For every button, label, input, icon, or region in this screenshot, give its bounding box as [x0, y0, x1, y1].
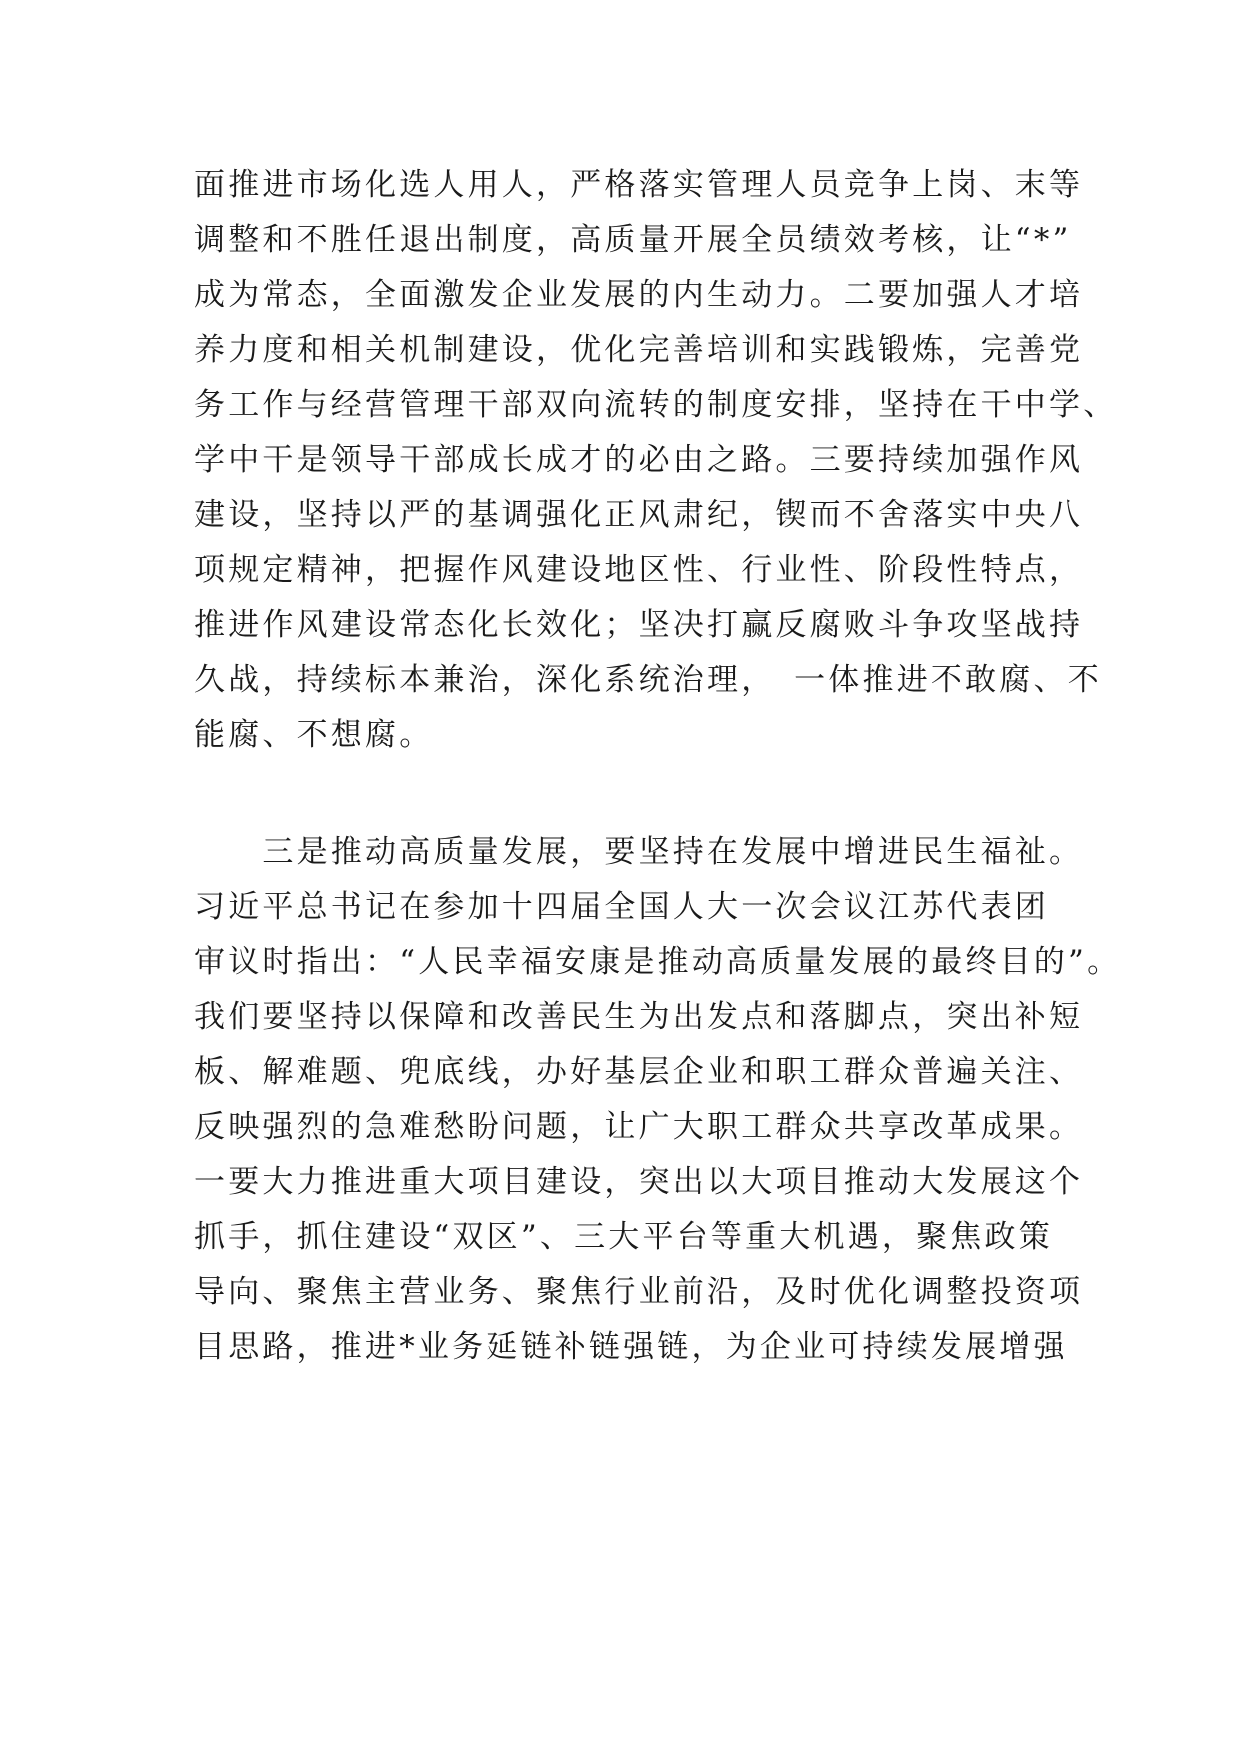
text-line: 能腐、不想腐。 — [194, 717, 434, 753]
text-line: 学中干是领导干部成长成才的必由之路。三要持续加强作风 — [194, 442, 1084, 478]
text-line: 调整和不胜任退出制度，高质量开展全员绩效考核，让“*” — [194, 222, 1072, 258]
text-line: 养力度和相关机制建设，优化完善培训和实践锻炼，完善党 — [194, 332, 1084, 368]
text-line: 一要大力推进重大项目建设，突出以大项目推动大发展这个 — [194, 1164, 1084, 1200]
paragraph-1 — [194, 158, 1118, 763]
text-line: 久战，持续标本兼治，深化系统治理， 一体推进不敢腐、不 — [194, 662, 1102, 698]
text-line: 审议时指出：“人民幸福安康是推动高质量发展的最终目的”。 — [194, 944, 1122, 980]
text-line: 目思路，推进*业务延链补链强链，为企业可持续发展增强 — [194, 1329, 1068, 1365]
paragraph-2 — [194, 825, 1122, 1375]
text-line: 项规定精神，把握作风建设地区性、行业性、阶段性特点， — [194, 552, 1084, 588]
text-line: 导向、聚焦主营业务、聚焦行业前沿，及时优化调整投资项 — [194, 1274, 1084, 1310]
text-line: 面推进市场化选人用人，严格落实管理人员竞争上岗、末等 — [194, 167, 1084, 203]
text-line: 成为常态，全面激发企业发展的内生动力。二要加强人才培 — [194, 277, 1084, 313]
text-line: 我们要坚持以保障和改善民生为出发点和落脚点，突出补短 — [194, 999, 1084, 1035]
text-line: 务工作与经营管理干部双向流转的制度安排，坚持在干中学、 — [194, 387, 1118, 423]
text-line: 反映强烈的急难愁盼问题，让广大职工群众共享改革成果。 — [194, 1109, 1084, 1145]
text-line: 三是推动高质量发展，要坚持在发展中增进民生福祉。 — [194, 834, 1084, 870]
text-line: 板、解难题、兜底线，办好基层企业和职工群众普遍关注、 — [194, 1054, 1084, 1090]
text-line: 习近平总书记在参加十四届全国人大一次会议江苏代表团 — [194, 889, 1049, 925]
text-line: 推进作风建设常态化长效化；坚决打赢反腐败斗争攻坚战持 — [194, 607, 1084, 643]
text-line: 建设，坚持以严的基调强化正风肃纪，锲而不舍落实中央八 — [194, 497, 1084, 533]
text-line: 抓手，抓住建设“双区”、三大平台等重大机遇，聚焦政策 — [194, 1219, 1053, 1255]
